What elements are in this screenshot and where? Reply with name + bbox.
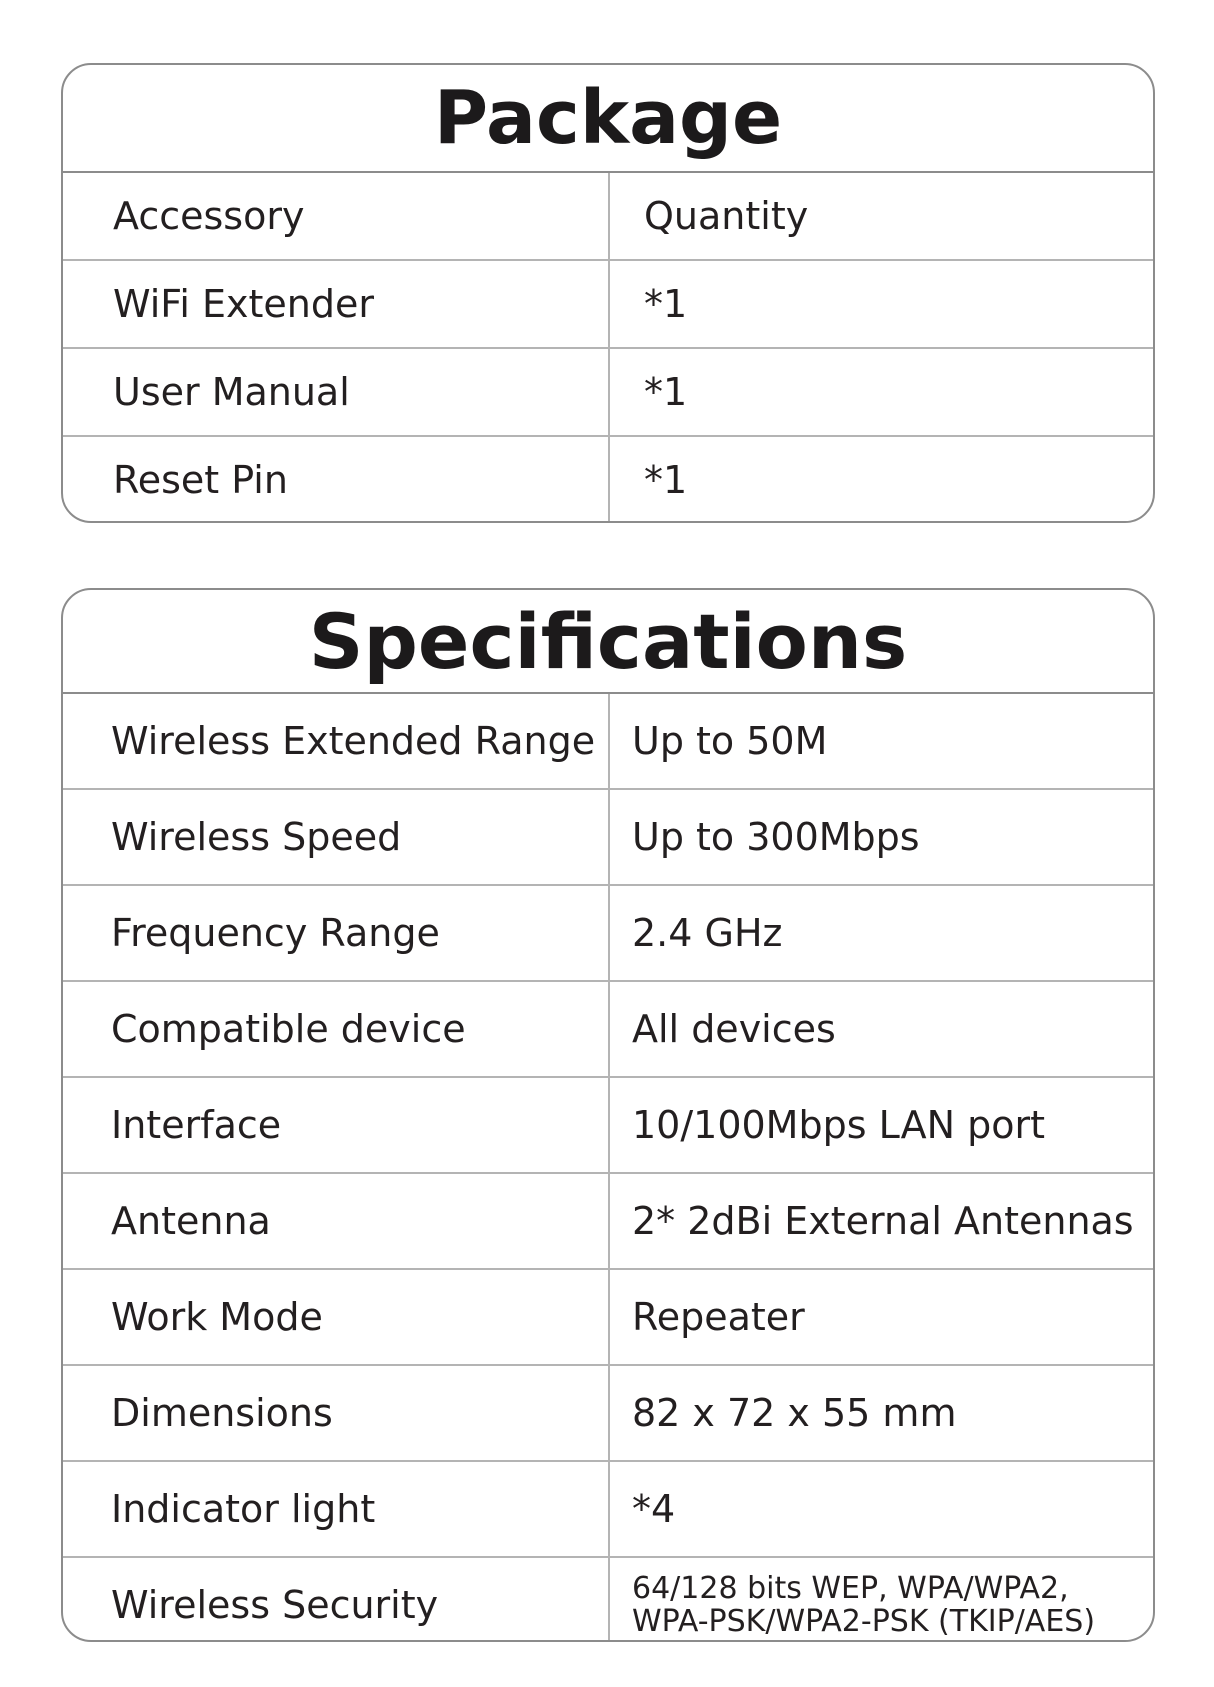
spec-value: 82 x 72 x 55 mm [609, 1365, 1153, 1461]
table-row [63, 436, 1153, 523]
spec-value [609, 1557, 1153, 1642]
spec-value: 2* 2dBi External Antennas [609, 1173, 1153, 1269]
spec-value-line: 64/128 bits WEP, WPA/WPA2, [632, 1571, 1069, 1606]
spec-label: Indicator light [63, 1461, 609, 1557]
table-row [63, 694, 1153, 789]
spec-value: All devices [609, 981, 1153, 1077]
package-title: Package [63, 65, 1153, 173]
package-table [63, 173, 1153, 523]
table-row [63, 1173, 1153, 1269]
package-item: User Manual [63, 348, 609, 436]
spec-value: *4 [609, 1461, 1153, 1557]
table-row [63, 885, 1153, 981]
spec-label: Interface [63, 1077, 609, 1173]
spec-label: Compatible device [63, 981, 609, 1077]
spec-label: Wireless Speed [63, 789, 609, 885]
table-row [63, 1365, 1153, 1461]
package-card [61, 63, 1155, 523]
table-row [63, 1269, 1153, 1365]
spec-value-line: WPA-PSK/WPA2-PSK (TKIP/AES) [632, 1604, 1096, 1639]
package-qty: *1 [644, 458, 688, 502]
package-item: WiFi Extender [63, 260, 609, 348]
spec-value: 10/100Mbps LAN port [609, 1077, 1153, 1173]
table-row [63, 1461, 1153, 1557]
spec-value: Up to 300Mbps [609, 789, 1153, 885]
package-qty: *1 [609, 260, 1153, 348]
table-row [63, 981, 1153, 1077]
spec-value: Repeater [609, 1269, 1153, 1365]
table-row [63, 1077, 1153, 1173]
spec-label: Work Mode [63, 1269, 609, 1365]
package-qty: *1 [609, 348, 1153, 436]
spec-value: Up to 50M [609, 694, 1153, 789]
specifications-card [61, 588, 1155, 1642]
table-row [63, 789, 1153, 885]
table-row [63, 348, 1153, 436]
spec-label: Antenna [63, 1173, 609, 1269]
spec-value: 2.4 GHz [609, 885, 1153, 981]
specifications-table [63, 694, 1153, 1642]
table-header-row [63, 173, 1153, 260]
spec-label: Wireless Extended Range [63, 694, 609, 789]
spec-label: Wireless Security [63, 1557, 609, 1642]
specifications-title: Specifications [63, 590, 1153, 694]
table-row [63, 1557, 1153, 1642]
package-item: Reset Pin [63, 436, 609, 523]
table-row [63, 260, 1153, 348]
spec-label: Dimensions [63, 1365, 609, 1461]
spec-label: Frequency Range [63, 885, 609, 981]
quantity-header: Quantity [609, 173, 1153, 260]
accessory-header: Accessory [63, 173, 609, 260]
